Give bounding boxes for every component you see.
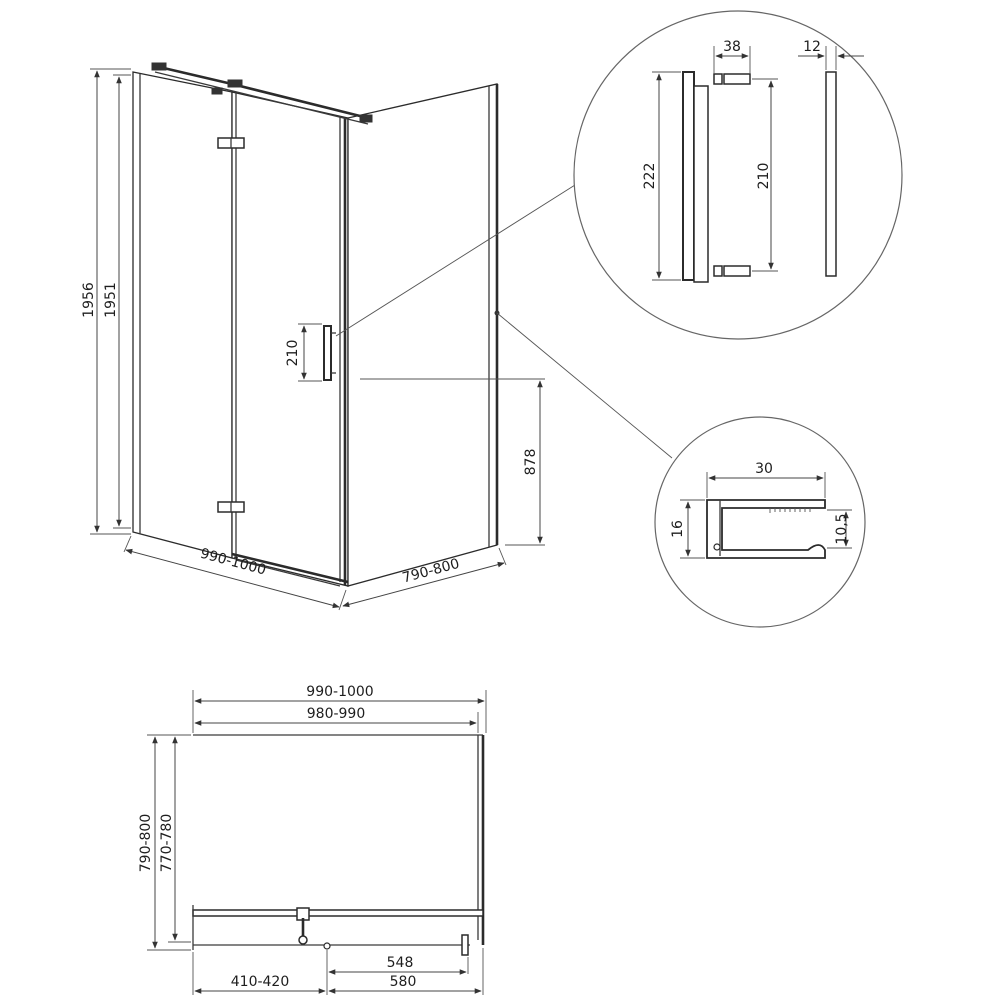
dim-profile-width: 30 xyxy=(755,461,773,477)
side-glass-panel xyxy=(348,84,497,586)
rail-clamp-left xyxy=(152,63,166,70)
dim-plan-width-outer: 990-1000 xyxy=(306,684,374,700)
dim-door-clear: 548 xyxy=(386,955,414,971)
dim-hole-distance: 210 xyxy=(756,162,772,190)
profile-detail xyxy=(655,417,865,627)
dim-glass-thickness: 12 xyxy=(803,39,821,55)
dim-side-width: 790-800 xyxy=(400,555,462,587)
dim-front-width: 990-1000 xyxy=(198,545,268,579)
glass-section xyxy=(826,72,836,276)
dim-plan-width-inner: 980-990 xyxy=(306,706,366,722)
dim-plan-depth-outer: 790-800 xyxy=(138,813,154,873)
door-handle-plan xyxy=(462,935,468,955)
rail-clamp-middle xyxy=(228,80,242,87)
dim-height-outer: 1956 xyxy=(81,282,97,318)
door-handle xyxy=(324,326,331,380)
plan-view xyxy=(138,684,486,995)
dim-height-inner: 1951 xyxy=(103,282,119,318)
dim-side-height: 878 xyxy=(523,448,539,476)
handle-detail-circle xyxy=(574,11,902,339)
dim-door-total: 580 xyxy=(389,974,417,990)
fixed-glass-panel xyxy=(133,72,232,558)
dim-handle-spacing: 38 xyxy=(723,39,741,55)
handle-detail xyxy=(574,11,902,339)
rail-clamp-right xyxy=(360,115,372,122)
dim-handle-length: 222 xyxy=(642,162,658,190)
front-panel-plan xyxy=(193,910,483,916)
rail-connector xyxy=(212,88,222,94)
profile-detail-leader xyxy=(497,313,672,458)
dim-plan-depth-inner: 770-780 xyxy=(159,813,175,873)
dim-profile-inner-height: 10,5 xyxy=(834,513,850,545)
dim-handle-height: 210 xyxy=(285,339,301,367)
dim-fixed-panel-width: 410-420 xyxy=(230,974,290,990)
dim-profile-height: 16 xyxy=(670,520,686,538)
handle-bar xyxy=(683,72,694,280)
